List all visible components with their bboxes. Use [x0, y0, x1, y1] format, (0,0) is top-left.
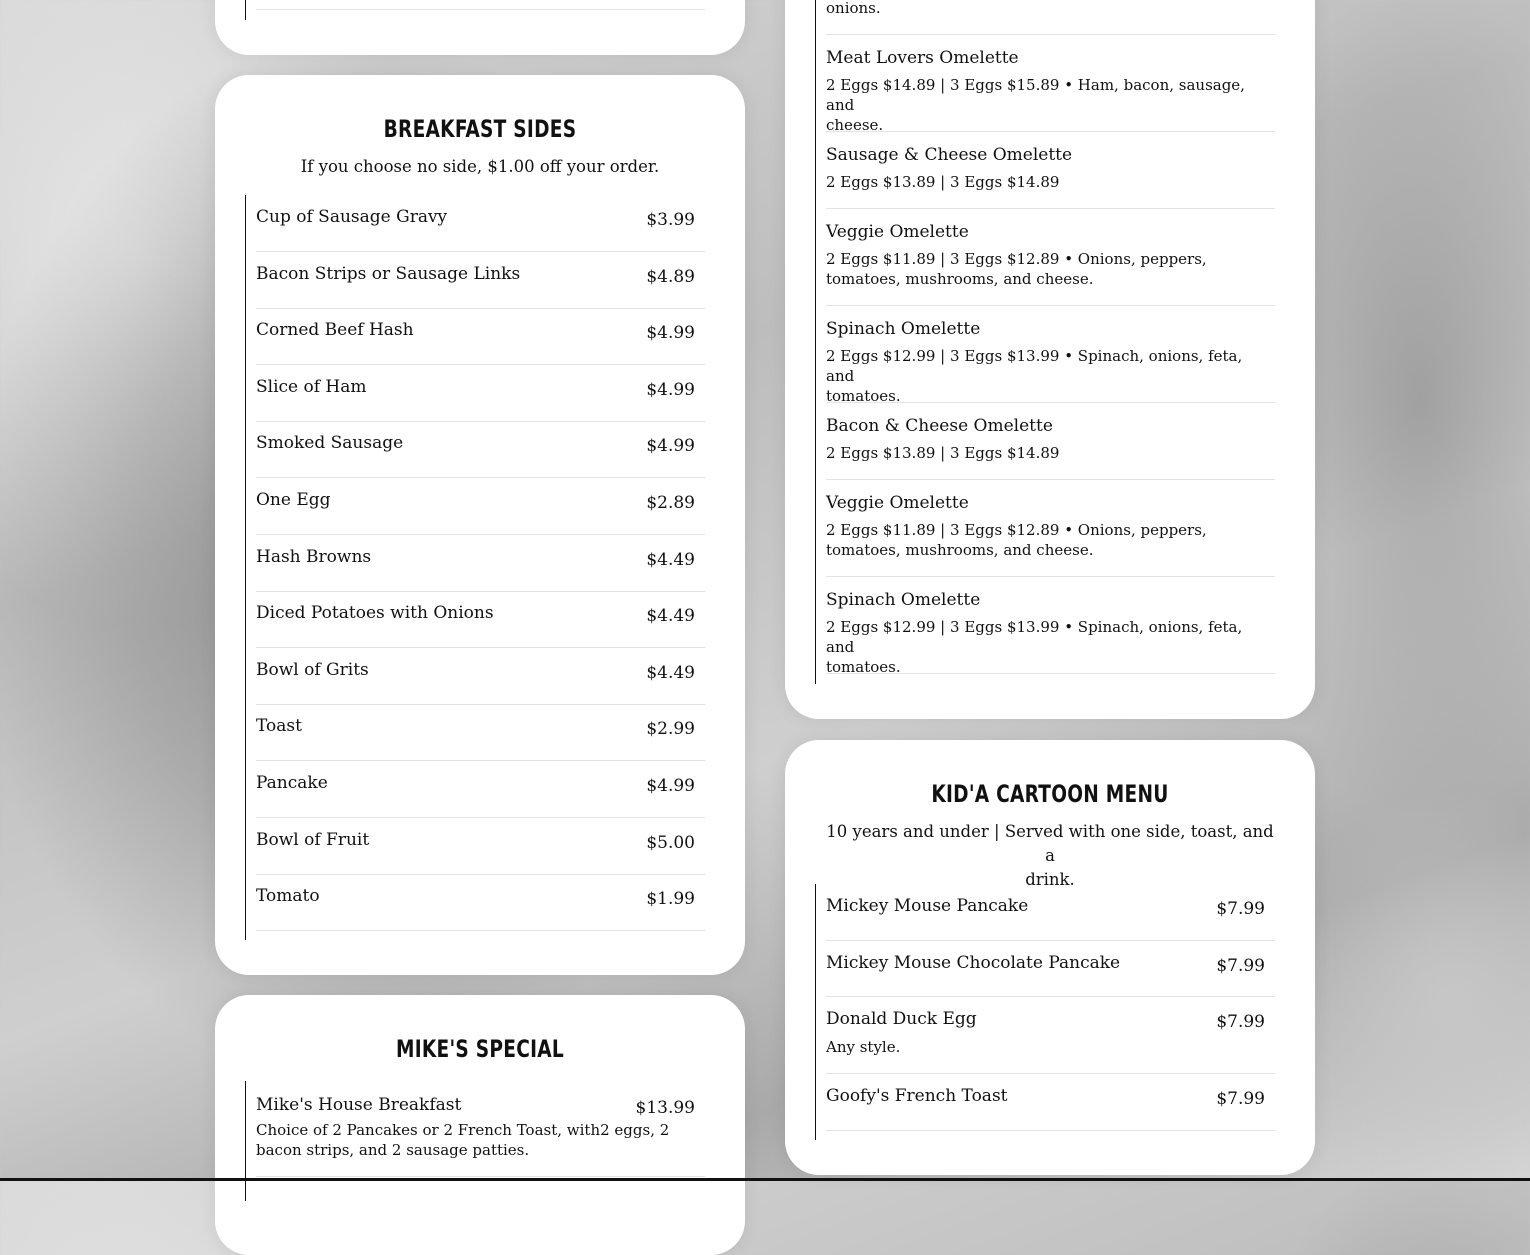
item-price: $5.00 — [646, 832, 695, 853]
item-description: onions. — [826, 0, 881, 17]
breakfast-sides-list — [245, 195, 695, 940]
list-item — [826, 997, 1275, 1074]
list-item — [256, 535, 705, 592]
item-description-line: 2 Eggs $12.99 | 3 Eggs $13.99 • Spinach, onions, feta, and — [826, 347, 1243, 385]
item-price: $7.99 — [1216, 1089, 1265, 1109]
list-item — [826, 209, 1275, 306]
item-description — [826, 443, 1059, 463]
item-name: Spinach Omelette — [826, 319, 981, 339]
item-price: $13.99 — [635, 1098, 695, 1118]
top-left-menu-card — [215, 0, 745, 55]
item-name: Bacon & Cheese Omelette — [826, 416, 1053, 436]
item-name: Bacon Strips or Sausage Links — [256, 263, 521, 284]
item-description-line: 2 Eggs $11.89 | 3 Eggs $12.89 • Onions, peppers, — [826, 521, 1207, 539]
item-price: $2.89 — [646, 493, 695, 513]
list-item — [256, 761, 705, 818]
item-description-line: tomatoes. — [826, 658, 901, 676]
card-title: KID'A CARTOON MENU — [931, 780, 1169, 808]
kids-menu-list — [815, 884, 1265, 1140]
item-price: $1.99 — [646, 889, 695, 910]
item-description — [826, 249, 1207, 289]
item-name: Mike's House Breakfast — [256, 1095, 462, 1115]
item-name: Mickey Mouse Chocolate Pancake — [826, 952, 1121, 973]
item-description — [826, 172, 1059, 192]
item-name: Spinach Omelette — [826, 590, 981, 610]
list-item — [256, 308, 705, 365]
list-item — [826, 35, 1275, 132]
item-description-line: 2 Eggs $13.89 | 3 Eggs $14.89 — [826, 173, 1060, 191]
item-price: $4.89 — [646, 266, 695, 287]
list-item — [256, 365, 705, 422]
item-price: $2.99 — [646, 719, 695, 740]
item-name: One Egg — [256, 490, 331, 510]
list-item — [256, 0, 705, 10]
list-item — [256, 648, 705, 705]
list-item — [826, 132, 1275, 209]
item-description-line: 2 Eggs $12.99 | 3 Eggs $13.99 • Spinach, onions, feta, and — [826, 618, 1243, 656]
item-price: $7.99 — [1216, 899, 1265, 919]
item-name: Goofy's French Toast — [826, 1086, 1008, 1106]
list-item — [826, 884, 1275, 941]
mikes-special-card — [215, 995, 745, 1255]
item-price: $4.49 — [646, 662, 695, 683]
card-title: MIKE'S SPECIAL — [395, 1035, 564, 1063]
list-item — [256, 818, 705, 875]
item-name: Bowl of Grits — [256, 659, 369, 680]
list-item — [826, 306, 1275, 403]
item-price: $4.99 — [646, 436, 695, 457]
list-item — [826, 941, 1275, 998]
list-item — [256, 1081, 705, 1177]
list-item — [256, 704, 705, 761]
item-name: Mickey Mouse Pancake — [826, 896, 1029, 916]
item-name: Donald Duck Egg — [826, 1009, 977, 1029]
card-subtitle — [825, 820, 1275, 892]
list-item — [826, 1074, 1275, 1131]
omelettes-card — [785, 0, 1315, 719]
list-item — [256, 874, 705, 931]
breakfast-sides-card — [215, 75, 745, 975]
item-name: Veggie Omelette — [826, 493, 969, 513]
item-name: Slice of Ham — [256, 376, 367, 397]
mikes-special-list — [245, 1081, 695, 1201]
item-price: $7.99 — [1216, 955, 1265, 976]
item-name: Cup of Sausage Gravy — [256, 207, 448, 227]
item-price: $4.99 — [646, 379, 695, 400]
item-description-line: 2 Eggs $13.89 | 3 Eggs $14.89 — [826, 444, 1060, 462]
item-description-line: tomatoes. — [826, 387, 901, 405]
list-item — [256, 591, 705, 648]
item-description-line: tomatoes, mushrooms, and cheese. — [826, 541, 1094, 559]
kids-menu-card — [785, 740, 1315, 1175]
item-name: Tomato — [256, 886, 320, 907]
list-item — [826, 480, 1275, 577]
item-name: Meat Lovers Omelette — [826, 48, 1019, 68]
item-price: $4.49 — [646, 549, 695, 570]
item-price: $7.99 — [1216, 1012, 1265, 1032]
list-item — [826, 403, 1275, 480]
list-item — [826, 0, 1275, 35]
list-item — [256, 421, 705, 478]
card-subtitle-line: 10 years and under | Served with one side, toast, and a — [826, 822, 1274, 865]
item-description — [256, 1120, 669, 1160]
item-name: Bowl of Fruit — [256, 829, 370, 850]
item-name: Smoked Sausage — [256, 433, 404, 454]
item-description-line: Choice of 2 Pancakes or 2 French Toast, with2 eggs, 2 — [256, 1121, 670, 1139]
item-name: Sausage & Cheese Omelette — [826, 145, 1073, 165]
card-subtitle: If you choose no side, $1.00 off your order. — [300, 157, 660, 176]
item-price: $3.99 — [646, 210, 695, 230]
list-item — [256, 252, 705, 309]
item-name: Veggie Omelette — [826, 222, 969, 242]
item-description-line: 2 Eggs $11.89 | 3 Eggs $12.89 • Onions, peppers, — [826, 250, 1207, 268]
item-price: $4.99 — [646, 323, 695, 344]
list-item — [826, 577, 1275, 674]
card-subtitle-line: drink. — [1025, 870, 1075, 889]
item-description-line: bacon strips, and 2 sausage patties. — [256, 1141, 530, 1159]
top-left-item-list — [245, 0, 246, 20]
item-price: $4.99 — [646, 776, 695, 796]
item-name: Pancake — [256, 773, 328, 793]
omelettes-list — [815, 0, 1245, 684]
item-description — [826, 520, 1207, 560]
item-name: Corned Beef Hash — [256, 320, 414, 341]
item-description-line: 2 Eggs $14.89 | 3 Eggs $15.89 • Ham, bacon, sausage, and — [826, 76, 1245, 114]
item-description — [826, 617, 1275, 677]
item-description — [826, 75, 1275, 135]
item-description — [826, 346, 1275, 406]
item-description-line: tomatoes, mushrooms, and cheese. — [826, 270, 1094, 288]
item-price: $4.49 — [646, 606, 695, 627]
card-title: BREAKFAST SIDES — [383, 115, 577, 143]
list-item — [256, 478, 705, 535]
item-description-line: cheese. — [826, 116, 884, 134]
item-name: Toast — [256, 716, 302, 737]
list-item — [256, 195, 705, 252]
item-name: Hash Browns — [256, 546, 372, 567]
item-name: Diced Potatoes with Onions — [256, 603, 494, 624]
item-description: Any style. — [826, 1038, 901, 1056]
